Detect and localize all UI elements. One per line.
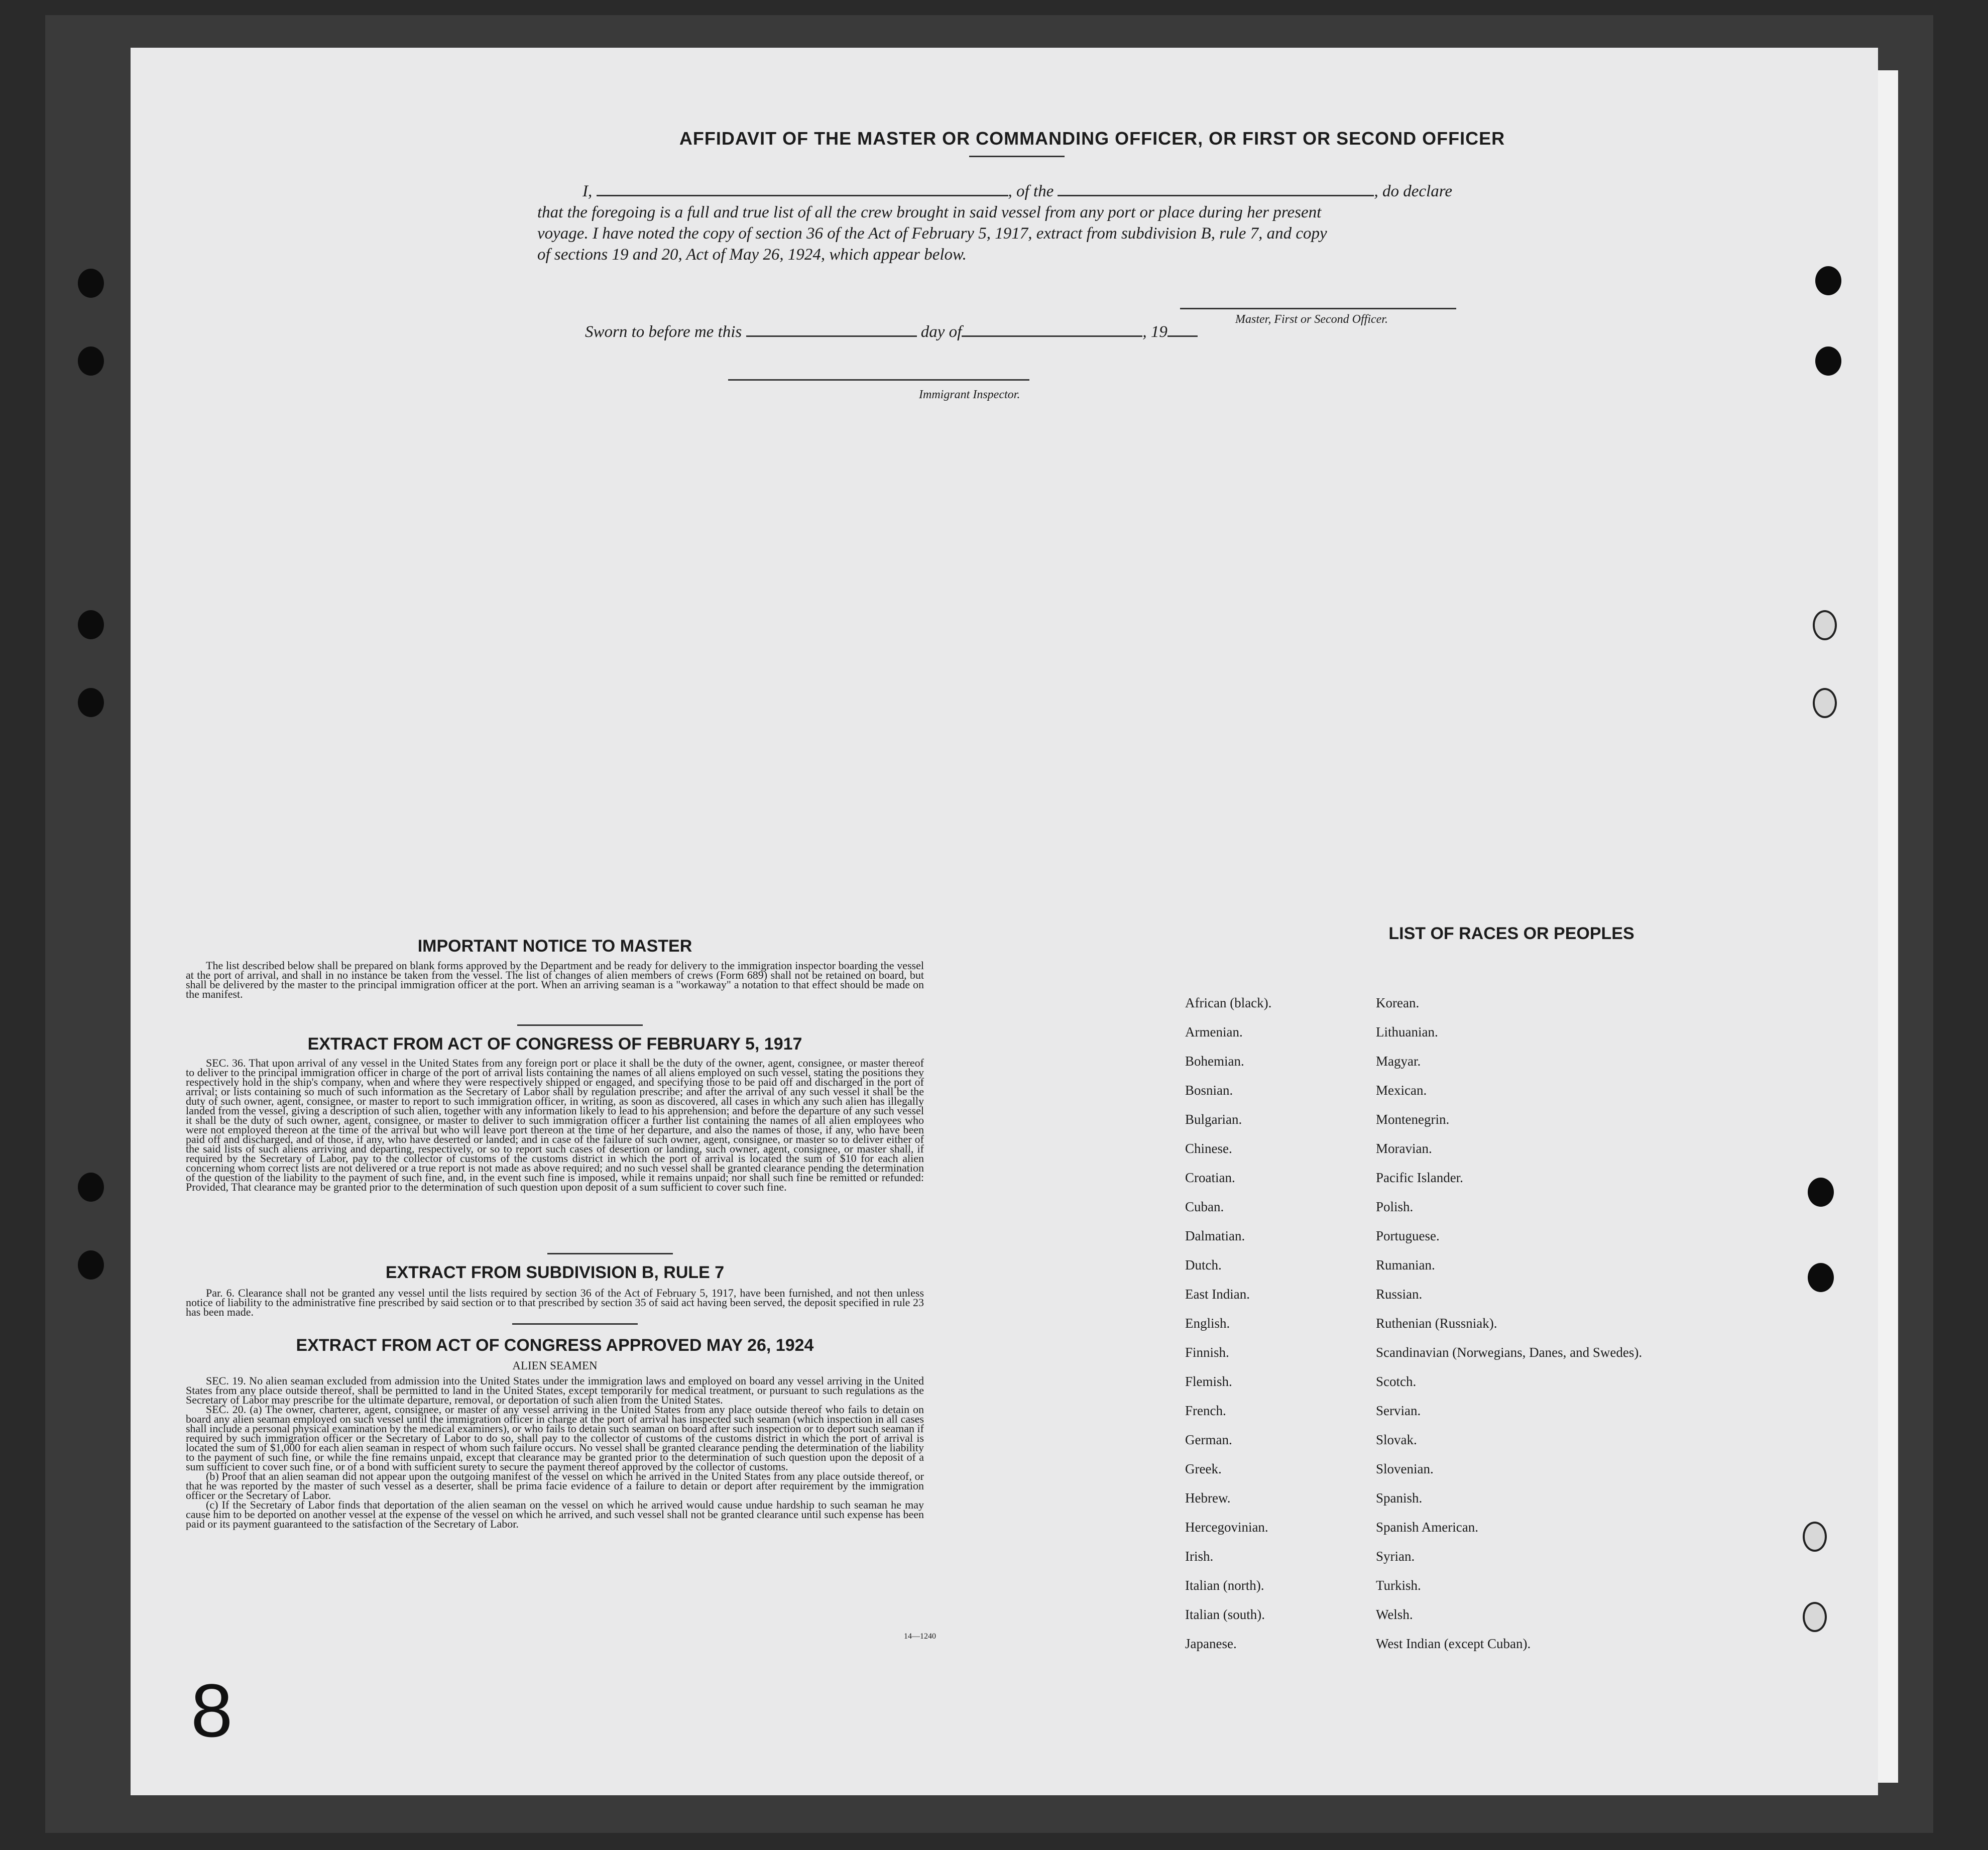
binder-hole — [78, 610, 104, 639]
race-item: Turkish. — [1376, 1578, 1421, 1593]
binder-hole — [78, 269, 104, 298]
binder-hole — [1813, 610, 1837, 640]
vessel-blank[interactable] — [1058, 181, 1374, 196]
sworn-month-blank[interactable] — [962, 321, 1142, 337]
race-item: Greek. — [1185, 1461, 1222, 1476]
race-item: Japanese. — [1185, 1636, 1237, 1651]
race-item: Welsh. — [1376, 1607, 1413, 1622]
race-item: Pacific Islander. — [1376, 1170, 1463, 1185]
race-item: Cuban. — [1185, 1199, 1224, 1214]
race-item: Mexican. — [1376, 1083, 1427, 1098]
race-item: Polish. — [1376, 1199, 1414, 1214]
sec-20a-text: SEC. 20. (a) The owner, charterer, agent, consignee, or master of any vessel arriving in the United States from any place outside thereof who fails to detain on board any alien seaman employed on such vessel until the immigration officer in charge at the port of arrival has inspected such seaman (which inspection in all cases shall include a personal physical examination by the medical examiners), or who fails to detain such seaman on board after such inspection or to deport such seaman if required by such immigration officer or the Secretary of Labor to do so, shall pay to the collector of customs of the customs district in which the port of arrival is located the sum of $1,000 for each alien seaman in respect of whom such failure occurs. No vessel shall be granted clearance pending the determination of the liability to the payment of such fine, or while the fine remains unpaid, except that clearance may be granted prior to the determination of such question upon the deposit of a sum sufficient to cover such fine, or of a bond with sufficient surety to secure the payment thereof approved by the collector of customs. — [186, 1403, 924, 1473]
race-item: Chinese. — [1185, 1141, 1232, 1156]
race-item: Magyar. — [1376, 1054, 1421, 1069]
binder-hole — [1815, 266, 1841, 295]
race-item: Lithuanian. — [1376, 1024, 1438, 1039]
race-item: French. — [1185, 1403, 1226, 1418]
races-left-column — [1185, 994, 1271, 1664]
divider-2 — [547, 1253, 673, 1254]
form-number: 14—1240 — [904, 1632, 936, 1641]
race-item: German. — [1185, 1432, 1232, 1447]
divider-1 — [517, 1024, 643, 1026]
notice-body — [186, 961, 924, 999]
race-item: Ruthenian (Russniak). — [1376, 1316, 1497, 1331]
race-item: East Indian. — [1185, 1287, 1250, 1302]
divider-3 — [512, 1323, 638, 1325]
race-item: African (black). — [1185, 995, 1272, 1010]
race-item: Slovenian. — [1376, 1461, 1434, 1476]
sworn-line — [585, 321, 1388, 341]
race-item: Montenegrin. — [1376, 1112, 1450, 1127]
extract-1924-title: EXTRACT FROM ACT OF CONGRESS APPROVED MAY 26, 1924 — [296, 1336, 814, 1355]
sworn-year-blank[interactable] — [1167, 321, 1198, 337]
race-item: Finnish. — [1185, 1345, 1229, 1360]
race-item: Bulgarian. — [1185, 1112, 1242, 1127]
affidavit-line-2: that the foregoing is a full and true list of all the crew brought in said vessel from any port or place during her present — [537, 203, 1322, 221]
binder-hole — [78, 1250, 104, 1280]
race-item: Italian (south). — [1185, 1607, 1265, 1622]
binder-hole — [1808, 1263, 1834, 1292]
sec-20c-text: (c) If the Secretary of Labor finds that deportation of the alien seaman on the vessel on which he arrived would cause undue hardship to such seaman he may cause him to be deported on another vessel at the expense of the vessel on which he arrived, and such vessel shall not be granted clearance until such expense has been paid or its payment guaranteed to the satisfaction of the Secretary of Labor. — [186, 1498, 924, 1530]
affidavit-title: AFFIDAVIT OF THE MASTER OR COMMANDING OFFICER, OR FIRST OR SECOND OFFICER — [679, 128, 1505, 149]
races-title: LIST OF RACES OR PEOPLES — [1388, 924, 1634, 943]
race-item: Armenian. — [1185, 1024, 1243, 1039]
year-prefix: , 19 — [1142, 323, 1167, 341]
subdivision-b-title: EXTRACT FROM SUBDIVISION B, RULE 7 — [385, 1263, 725, 1282]
affidavit-line-1 — [582, 181, 1627, 201]
par-6-text: Par. 6. Clearance shall not be granted any vessel until the lists required by section 36 of the Act of February 5, 1917, have been furnished, and not then unless notice of liability to the administrative fine prescribed by said section or to that prescribed by section 35 of said act having been served, the deposit specified in rule 23 has been made. — [186, 1287, 924, 1318]
binder-hole — [78, 688, 104, 717]
affidavit-declare: , do declare — [1374, 182, 1452, 200]
notice-title: IMPORTANT NOTICE TO MASTER — [417, 937, 692, 956]
race-item: Hebrew. — [1185, 1490, 1231, 1506]
race-item: Korean. — [1376, 995, 1420, 1010]
race-item: Bosnian. — [1185, 1083, 1233, 1098]
affidavit-i: I, — [582, 182, 593, 200]
sworn-text: Sworn to before me this — [585, 323, 742, 341]
race-item: Rumanian. — [1376, 1257, 1435, 1273]
extract-1917-title: EXTRACT FROM ACT OF CONGRESS OF FEBRUARY 5, 1917 — [307, 1034, 802, 1054]
subdivision-b-body — [186, 1288, 924, 1317]
race-item: Hercegovinian. — [1185, 1520, 1268, 1535]
race-item: Slovak. — [1376, 1432, 1417, 1447]
master-signature-line[interactable] — [1180, 308, 1456, 309]
race-item: Scotch. — [1376, 1374, 1417, 1389]
name-blank[interactable] — [597, 181, 1008, 196]
race-item: Spanish. — [1376, 1490, 1423, 1506]
race-item: Italian (north). — [1185, 1578, 1264, 1593]
race-item: Russian. — [1376, 1287, 1423, 1302]
race-item: West Indian (except Cuban). — [1376, 1636, 1531, 1651]
notice-text: The list described below shall be prepared on blank forms approved by the Department and be ready for delivery to the immigration inspector boarding the vessel at the port of arrival, and shall in no instance be taken from the vessel. The list of changes of alien members of crews (Form 689) shall not be retained on board, but shall be delivered by the master to the principal immigration officer at the port. When an arriving seaman is a "workaway" a notation to that effect should be made on the manifest. — [186, 959, 924, 1000]
race-item: Portuguese. — [1376, 1228, 1440, 1243]
race-item: Dalmatian. — [1185, 1228, 1245, 1243]
affidavit-line-4: of sections 19 and 20, Act of May 26, 1924, which appear below. — [537, 246, 967, 264]
race-item: English. — [1185, 1316, 1230, 1331]
race-item: Bohemian. — [1185, 1054, 1244, 1069]
extract-1924-body — [186, 1376, 924, 1529]
binder-hole — [1815, 346, 1841, 376]
affidavit-of-the: , of the — [1008, 182, 1054, 200]
race-item: Irish. — [1185, 1549, 1214, 1564]
inspector-signature-line[interactable] — [728, 379, 1029, 381]
binder-hole — [1803, 1602, 1827, 1632]
race-item: Croatian. — [1185, 1170, 1235, 1185]
form-page — [131, 48, 1878, 1795]
binder-hole — [1813, 688, 1837, 718]
sec-36-text: SEC. 36. That upon arrival of any vessel in the United States from any foreign port or place it shall be the duty of the owner, agent, consignee, or master thereof to deliver to the principal immigration officer in charge of the port of arrival lists containing the names of all aliens employed on such vessel, stating the positions they respectively hold in the ship's company, when and where they were respectively shipped or engaged, and specifying those to be paid off and discharged in the port of arrival; or lists containing so much of such information as the Secretary of Labor shall by regulation prescribe; and after the arrival of any such vessel it shall be the duty of such owner, agent, consignee, or master to report to such immigration officer, in writing, as soon as discovered, all cases in which any such alien has illegally landed from the vessel, giving a description of such alien, together with any information likely to lead to his apprehension; and before the departure of any such vessel it shall be the duty of such owner, agent, consignee, or master to deliver to such immigration officer a further list containing the names of all alien employees who were not employed thereon at the time of the arrival but who will leave port thereon at the time of her departure, and also the names of those, if any, who have been paid off and discharged, and of those, if any, who have deserted or landed; and in case of the failure of such owner, agent, consignee, or master so to deliver either of the said lists of such aliens arriving and departing, respectively, or so to report such cases of desertion or landing, such owner, agent, consignee, or master shall, if required by the Secretary of Labor, pay to the collector of customs of the customs district in which the port of arrival is located the sum of $10 for each alien concerning whom correct lists are not delivered or a true report is not made as above required; and no such vessel shall be granted clearance pending the determination of the question of the liability to the payment of such fine, and, in the event such fine is imposed, while it remains unpaid; nor shall such fine be remitted or refunded: Provided, That clearance may be granted prior to the determination of such question upon deposit of a sum sufficient to cover such fine. — [186, 1057, 924, 1193]
master-signature-label: Master, First or Second Officer. — [1235, 313, 1388, 326]
race-item: Moravian. — [1376, 1141, 1432, 1156]
race-item: Flemish. — [1185, 1374, 1232, 1389]
sec-19-text: SEC. 19. No alien seaman excluded from admission into the United States under the immigration laws and employed on board any vessel arriving in the United States from any place outside thereof, shall be permitted to land in the United States, except temporarily for medical treatment, or pursuant to such regulations as the Secretary of Labor may prescribe for the ultimate departure, removal, or deportation of such alien from the United States. — [186, 1374, 924, 1406]
race-item: Syrian. — [1376, 1549, 1415, 1564]
race-item: Dutch. — [1185, 1257, 1222, 1273]
binder-hole — [78, 346, 104, 376]
sec-20b-text: (b) Proof that an alien seaman did not appear upon the outgoing manifest of the vessel on which he arrived in the United States from any place outside thereof, or that he was reported by the master of such vessel as a deserter, shall be prima facie evidence of a failure to detain or deport after requirement by the immigration officer or the Secretary of Labor. — [186, 1470, 924, 1501]
binder-hole — [78, 1173, 104, 1202]
inspector-label: Immigrant Inspector. — [919, 388, 1020, 401]
binder-hole — [1803, 1522, 1827, 1552]
day-of-text: day of — [920, 323, 962, 341]
handwritten-mark: 8 — [191, 1668, 233, 1753]
race-item: Scandinavian (Norwegians, Danes, and Swedes). — [1376, 1345, 1643, 1360]
title-divider — [969, 156, 1065, 157]
binder-hole — [1808, 1178, 1834, 1207]
races-right-column — [1376, 994, 1642, 1664]
race-item: Servian. — [1376, 1403, 1421, 1418]
sworn-day-blank[interactable] — [746, 321, 917, 337]
extract-1917-body — [186, 1058, 924, 1192]
race-item: Spanish American. — [1376, 1520, 1478, 1535]
alien-seamen-subtitle: ALIEN SEAMEN — [512, 1359, 598, 1372]
affidavit-line-3: voyage. I have noted the copy of section 36 of the Act of February 5, 1917, extract from subdivision B, rule 7, and copy — [537, 224, 1327, 243]
